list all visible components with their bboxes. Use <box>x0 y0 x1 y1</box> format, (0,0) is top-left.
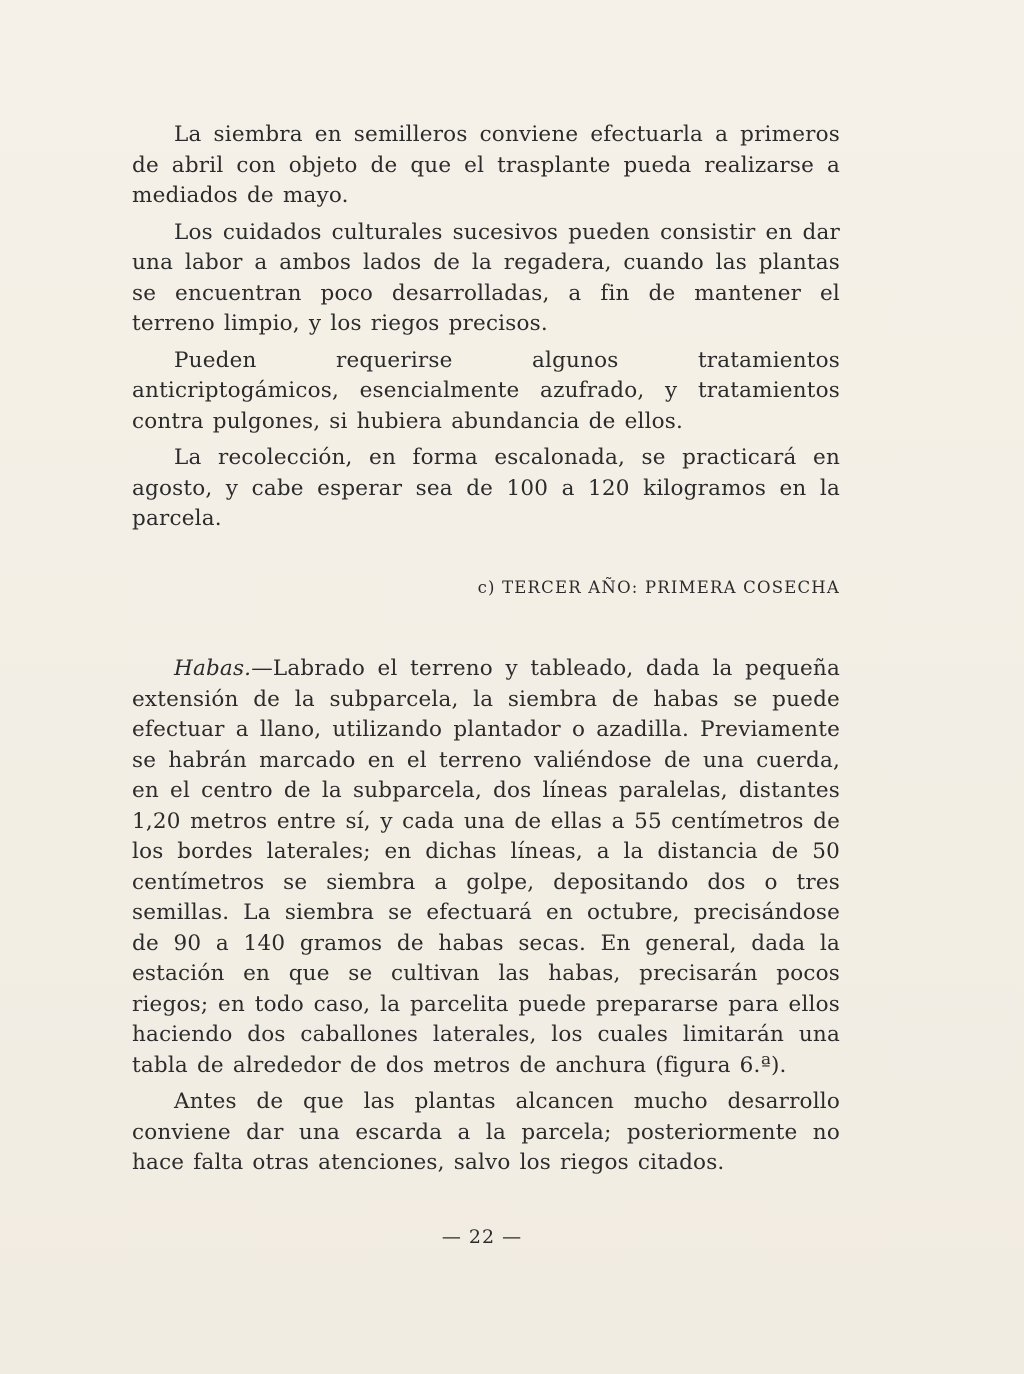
habas-title: Habas. <box>174 656 252 681</box>
paragraph-habas <box>132 654 840 1081</box>
page-number: — 22 — <box>441 1226 523 1248</box>
paragraph-treatments: Pueden requerirse algunos tratamientos anticriptogámicos, esencialmente azufrado, y tratamientos contra pulgones, si hubiera abundancia de ellos. <box>132 347 840 434</box>
top-text-block <box>132 120 840 535</box>
paragraph-care: Los cuidados culturales sucesivos pueden consistir en dar una labor a ambos lados de la regadera, cuando las plantas se encuentran poco desarrolladas, a fin de mantener el terreno limpio, y los riegos precisos. <box>132 219 840 336</box>
paragraph-harvest: La recolección, en forma escalonada, se practicará en agosto, y cabe esperar sea de 100 a 120 kilogramos en la parcela. <box>132 445 840 531</box>
bottom-text-block <box>132 654 840 1179</box>
section-heading: c) TERCER AÑO: PRIMERA COSECHA <box>477 578 840 597</box>
paragraph-final: Antes de que las plantas alcancen mucho desarrollo conviene dar una escarda a la parcela; posteriormente no hace falta otras atenciones, salvo los riegos citados. <box>132 1089 840 1175</box>
habas-text: —Labrado el terreno y tableado, dada la pequeña extensión de la subparcela, la siembra de habas se puede efectuar a llano, utilizando plantador o azadilla. Previamente se habrán marcado en el terreno valiéndose de una cuerda, en el centro de la subparcela, dos líneas paralelas, distantes 1,20 metros entre sí, y cada una de ellas a 55 centímetros de los bordes laterales; en dichas líneas, a la distancia de 50 centímetros se siembra a golpe, depositando dos o tres semillas. La siembra se efectuará en octubre, precisándose de 90 a 140 gramos de habas secas. En general, dada la estación en que se cultivan las habas, precisarán pocos riegos; en todo caso, la parcelita puede prepararse para ellos haciendo dos caballones laterales, los cuales limitarán una tabla de alrededor de dos metros de anchura (figura 6.ª). <box>132 656 840 1078</box>
paragraph-sowing: La siembra en semilleros conviene efectuarla a primeros de abril con objeto de que el trasplante pueda realizarse a mediados de mayo. <box>132 122 840 208</box>
